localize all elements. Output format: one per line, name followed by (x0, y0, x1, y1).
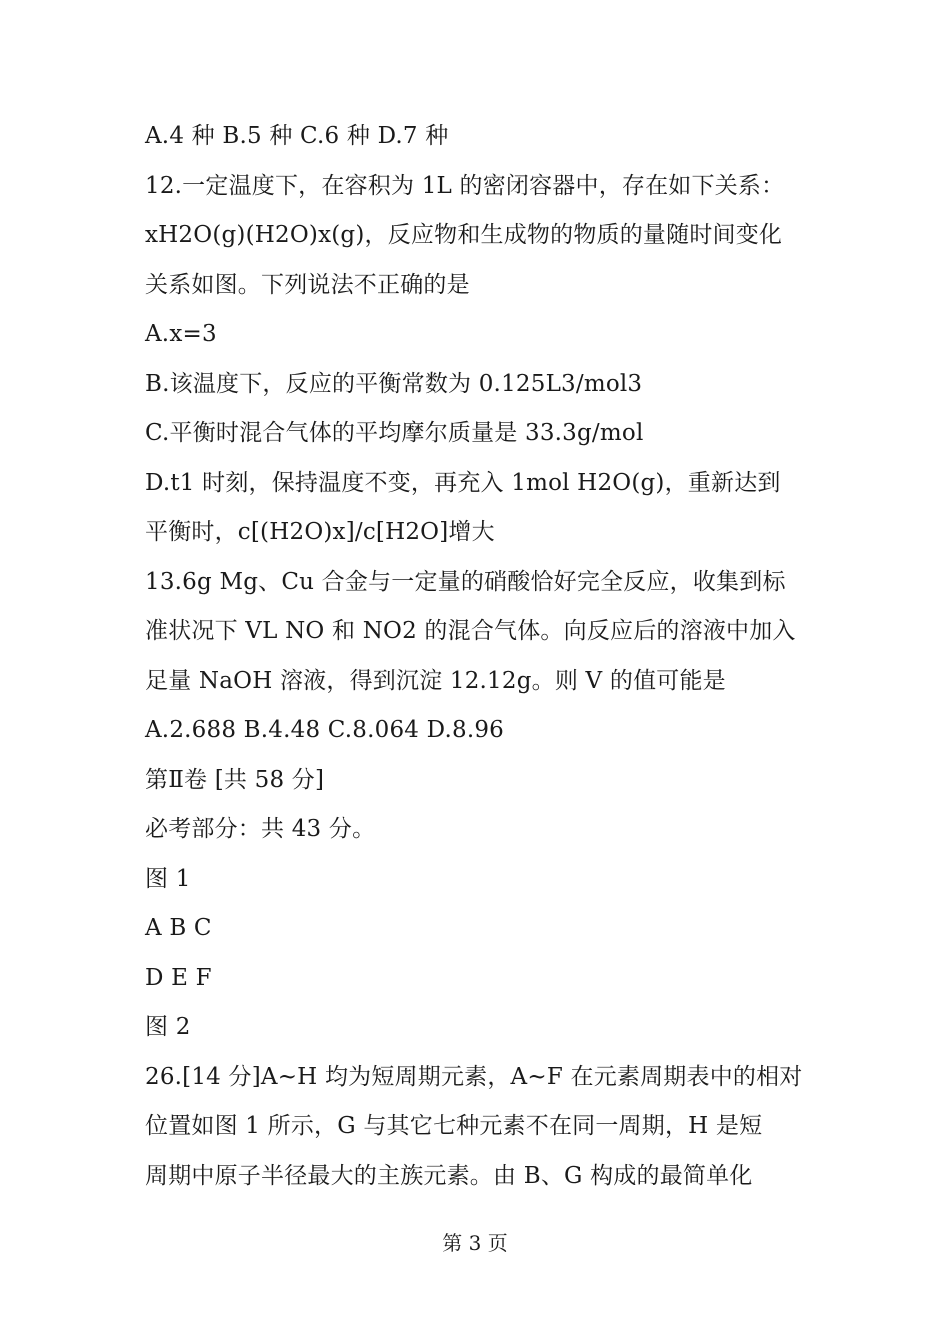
section-subheading: 必考部分：共 43 分。 (145, 816, 376, 842)
q11-options: A.4 种 B.5 种 C.6 种 D.7 种 (145, 123, 449, 149)
q26-stem-line-1: 26.[14 分]A~H 均为短周期元素，A~F 在元素周期表中的相对 (145, 1063, 803, 1090)
q12-option-b: B.该温度下，反应的平衡常数为 0.125L3/mol3 (145, 370, 643, 397)
q12-option-c: C.平衡时混合气体的平均摩尔质量是 33.3g/mol (145, 420, 644, 446)
q12-option-a: A.x=3 (145, 321, 217, 347)
q12-stem-line-2: xH2O(g)(H2O)x(g)，反应物和生成物的物质的量随时间变化 (145, 222, 783, 248)
q13-stem-line-2: 准状况下 VL NO 和 NO2 的混合气体。向反应后的溶液中加入 (145, 618, 796, 644)
figure-1-label: 图 1 (145, 865, 191, 892)
q12-option-d-line-2: 平衡时，c[(H2O)x]/c[H2O]增大 (145, 519, 495, 545)
q13-options: A.2.688 B.4.48 C.8.064 D.8.96 (145, 717, 504, 743)
q12-option-d-line-1: D.t1 时刻，保持温度不变，再充入 1mol H2O(g)，重新达到 (145, 469, 781, 496)
q26-stem-line-3: 周期中原子半径最大的主族元素。由 B、G 构成的最简单化 (145, 1162, 753, 1189)
q12-stem-line-3: 关系如图。下列说法不正确的是 (145, 271, 470, 298)
page-body (145, 112, 815, 1201)
page-number: 第 3 页 (442, 1231, 508, 1255)
q12-stem-line-1: 12.一定温度下，在容积为 1L 的密闭容器中，存在如下关系： (145, 172, 785, 199)
figure-2-label: 图 2 (145, 1014, 191, 1040)
q26-stem-line-2: 位置如图 1 所示，G 与其它七种元素不在同一周期，H 是短 (145, 1113, 763, 1139)
figure-1-row-1: A B C (145, 915, 212, 941)
q13-stem-line-3: 足量 NaOH 溶液，得到沉淀 12.12g。则 V 的值可能是 (145, 667, 726, 694)
figure-1-row-2: D E F (145, 964, 212, 991)
section-heading: 第Ⅱ卷 [共 58 分] (145, 766, 325, 793)
q13-stem-line-1: 13.6g Mg、Cu 合金与一定量的硝酸恰好完全反应，收集到标 (145, 568, 786, 595)
